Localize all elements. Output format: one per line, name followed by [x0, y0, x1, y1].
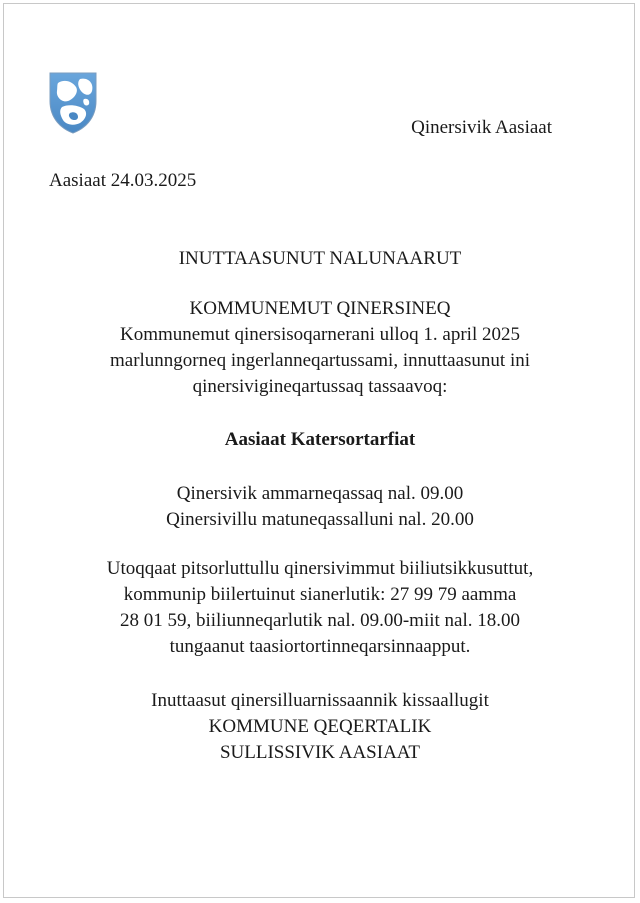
notice-title-text: INUTTAASUNUT NALUNAARUT — [178, 248, 462, 269]
document-page — [3, 3, 635, 898]
hours-line: Qinersivillu matuneqassalluni nal. 20.00 — [166, 509, 474, 530]
document-date: Aasiaat 24.03.2025 — [49, 170, 197, 191]
contact-line: tungaanut taasiortortinneqarsinnaapput. — [169, 636, 471, 657]
contact-line: 28 01 59, biiliunneqarlutik nal. 09.00-miit nal. 18.00 — [119, 610, 520, 631]
closing-line: KOMMUNE QEQERTALIK — [208, 716, 432, 737]
closing-signature — [4, 688, 636, 766]
notice-intro — [4, 296, 636, 400]
organization-name: Qinersivik Aasiaat — [411, 117, 552, 138]
transport-info — [4, 556, 636, 660]
polling-location-name: Aasiaat Katersortarfiat — [224, 429, 416, 450]
intro-line: marlunngorneq ingerlanneqartussami, innuttaasunut ini — [109, 350, 530, 371]
hours-line: Qinersivik ammarneqassaq nal. 09.00 — [176, 483, 464, 504]
contact-line: kommunip biilertuinut sianerlutik: 27 99 79 aamma — [123, 584, 517, 605]
notice-title — [4, 246, 636, 272]
intro-line: KOMMUNEMUT QINERSINEQ — [189, 298, 451, 319]
polling-location — [4, 427, 636, 453]
intro-line: qinersivigineqartussaq tassaavoq: — [192, 376, 448, 397]
municipal-crest-icon — [48, 71, 98, 135]
closing-line: SULLISSIVIK AASIAAT — [219, 742, 421, 763]
contact-line: Utoqqaat pitsorluttullu qinersivimmut biiliutsikkusuttut, — [106, 558, 534, 579]
closing-line: Inuttaasut qinersilluarnissaannik kissaallugit — [151, 690, 489, 711]
opening-hours — [4, 481, 636, 533]
intro-line: Kommunemut qinersisoqarnerani ulloq 1. april 2025 — [120, 324, 520, 345]
